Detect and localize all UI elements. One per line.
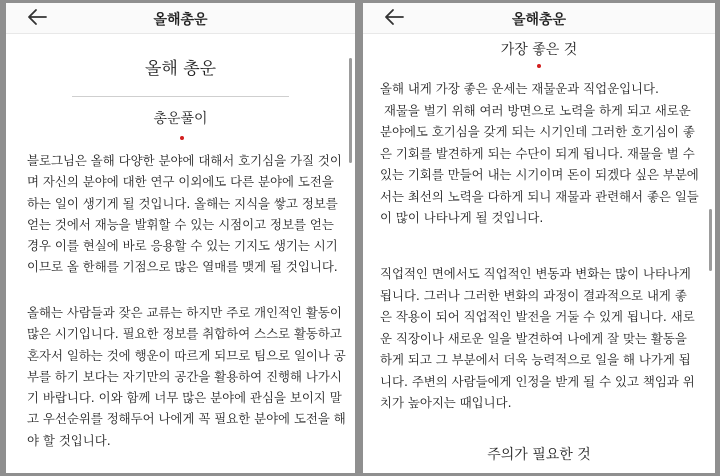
- paragraph: 올해는 사람들과 잦은 교류는 하지만 주로 개인적인 활동이 많은 시기입니다. 필요한 정보를 취합하여 스스로 활동하고 혼자서 일하는 것에 행운이 따르게 되므로 팀으로 일이나 공 부를 하기 보다는 자기만의 공간을 활용하여 진행해 나가시 기 바랍니다. 이와 함께 너무 많은 분야에 관심을 보이지 말 고 우선순위를 정해두어 나에게 꼭 필요한 분야에 도전을 해 야 할 것입니다.: [27, 305, 346, 448]
- section-title: 가장 좋은 것: [500, 42, 578, 58]
- heading: 올해 총운: [144, 59, 217, 79]
- section-title: 주의가 필요한 것: [487, 447, 591, 463]
- paragraph: 올해 내게 가장 좋은 운세는 재물운과 직업운입니다. 재물을 벌기 위해 여러 방면으로 노력을 하게 되고 새로운 분야에도 호기심을 갖게 되는 시기인데 그러한 호기심이 좋 은 기회를 발견하게 되는 수단이 되게 됩니다. 재물을 벌 수 있는 기회를 만들어 내는 시기이며 돈이 되겠다 싶은 부분에 서는 최선의 노력을 다하게 되니 재물과 관련해서 좋은 일들 이 많이 나타나게 될 것입니다.: [380, 81, 699, 225]
- right-screen: [363, 3, 715, 473]
- content-area: [363, 34, 715, 473]
- top-bar: [6, 3, 355, 34]
- section-title: 총운풀이: [153, 111, 208, 127]
- page-title: 올해총운: [153, 12, 208, 28]
- page-title: 올해총운: [511, 12, 567, 28]
- top-bar: [363, 3, 715, 34]
- content-area: [6, 34, 355, 473]
- red-dot-icon: [180, 136, 184, 140]
- paragraph: 직업적인 면에서도 직업적인 변동과 변화는 많이 나타나게 됩니다. 그러나 그러한 변화의 과정이 결과적으로 내게 좋 은 작용이 되어 직업적인 발전을 거둘 수 있게 됩니다. 새로 운 직장이나 새로운 일을 발견하여 나에게 잘 맞는 활동을 하게 되고 그 부분에서 더욱 능력적으로 일을 해 나가게 됩 니다. 주변의 사람들에게 인정을 받게 될 수 있고 책임과 위 치가 높아지는 때입니다.: [380, 266, 695, 410]
- paragraph: 블로그님은 올해 다양한 분야에 대해서 호기심을 가질 것이 며 자신의 분야에 대한 연구 이외에도 다른 분야에 도전을 하는 일이 생기게 될 것입니다. 올해는 지식을 쌓고 정보를 얻는 것에서 재능을 발휘할 수 있는 시점이고 정보를 얻는 경우 이를 현실에 바로 응용할 수 있는 기지도 생기는 시기 이므로 올 한해를 기점으로 많은 열매를 맺게 될 것입니다.: [27, 153, 342, 275]
- divider: [72, 96, 289, 97]
- red-dot-icon: [537, 64, 541, 68]
- left-screen: [6, 3, 355, 473]
